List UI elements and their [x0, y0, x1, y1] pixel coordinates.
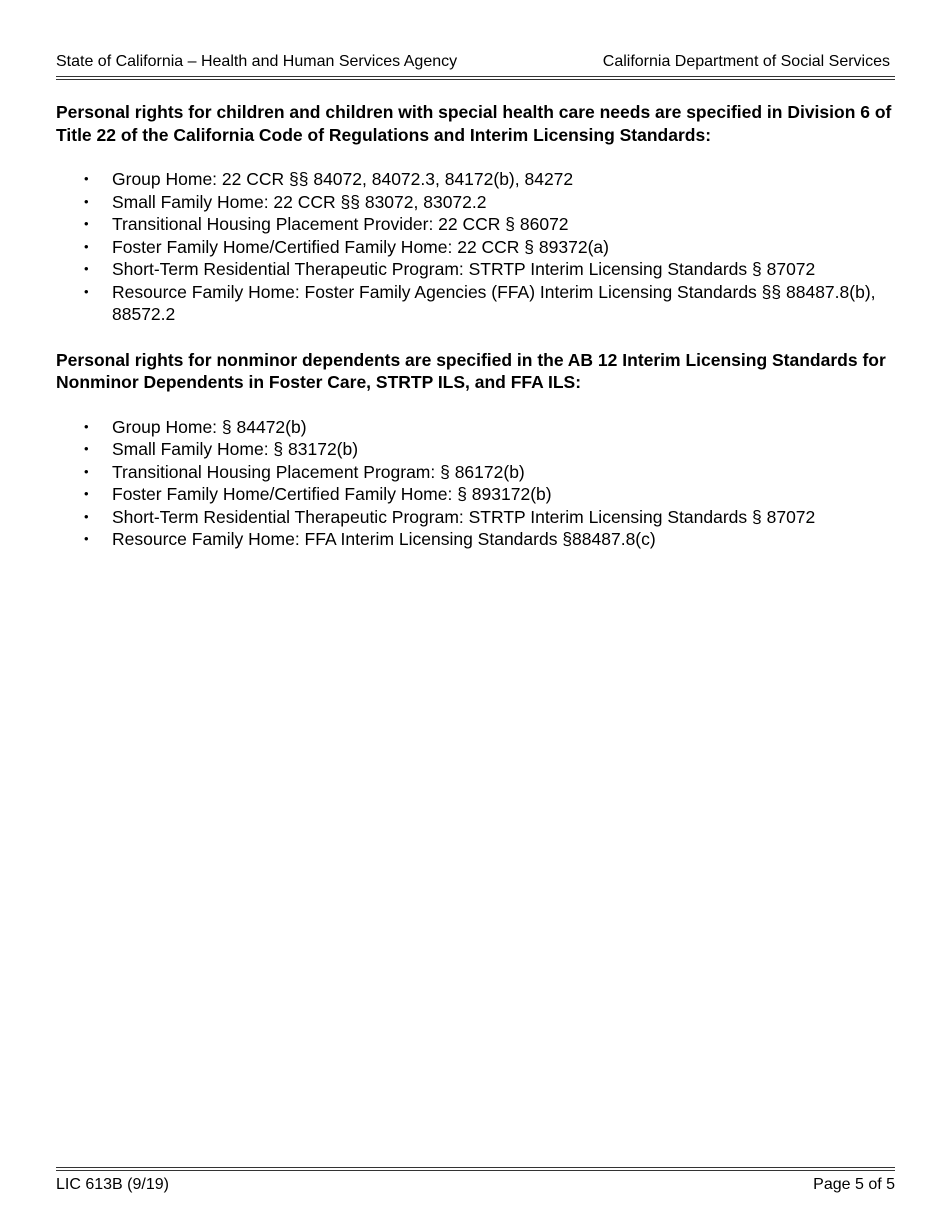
list-item: • Short-Term Residential Therapeutic Program: STRTP Interim Licensing Standards § 87072 [84, 506, 816, 527]
page-footer [56, 1175, 895, 1197]
bullet-icon: • [84, 283, 89, 299]
page-number: Page 5 of 5 [813, 1176, 895, 1193]
list-item: • Group Home: 22 CCR §§ 84072, 84072.3, 84172(b), 84272 [84, 169, 574, 189]
bullet-icon: • [84, 508, 89, 524]
footer-divider [56, 1167, 895, 1171]
list-item: • Short-Term Residential Therapeutic Program: STRTP Interim Licensing Standards § 87072 [84, 259, 816, 279]
document-body [56, 101, 894, 574]
agency-name: State of California – Health and Human Services Agency [56, 53, 458, 70]
list-item: • Foster Family Home/Certified Family Home: § 893172(b) [84, 484, 552, 504]
bullet-icon: • [84, 531, 89, 546]
bullet-icon: • [84, 216, 89, 231]
bullet-icon: • [84, 193, 89, 209]
bullet-icon: • [84, 261, 89, 276]
list-item: • Small Family Home: § 83172(b) [84, 439, 359, 459]
children-regulations-list [56, 168, 894, 326]
section-heading: Personal rights for children and children with special health care needs are specified in Division 6 of Title 22 of the California Code of Regulations and Interim Licensing Standards: [56, 102, 892, 145]
page-header [56, 52, 894, 74]
nonminor-regulations-list [56, 416, 894, 551]
form-id: LIC 613B (9/19) [56, 1176, 169, 1193]
header-divider [56, 76, 895, 80]
bullet-icon: • [84, 238, 89, 254]
department-name: California Department of Social Services [602, 53, 890, 70]
list-item: • Small Family Home: 22 CCR §§ 83072, 83072.2 [84, 191, 487, 212]
list-item: • Transitional Housing Placement Provider: 22 CCR § 86072 [84, 214, 569, 234]
section-heading: Personal rights for nonminor dependents are specified in the AB 12 Interim Licensing Standards for Nonminor Dependents in Foster Care, STRTP ILS, and FFA ILS: [56, 349, 886, 392]
bullet-icon: • [84, 441, 89, 456]
list-item: • Transitional Housing Placement Program: § 86172(b) [84, 461, 525, 482]
bullet-icon: • [84, 463, 89, 479]
nonminor-rights-section [56, 349, 894, 551]
list-item: • Resource Family Home: FFA Interim Licensing Standards §88487.8(c) [84, 529, 656, 549]
bullet-icon: • [84, 486, 89, 501]
list-item: • Foster Family Home/Certified Family Home: 22 CCR § 89372(a) [84, 236, 609, 257]
children-rights-section [56, 101, 894, 326]
bullet-icon: • [84, 171, 89, 186]
bullet-icon: • [84, 418, 89, 434]
list-item: • Resource Family Home: Foster Family Agencies (FFA) Interim Licensing Standards §§ 88487.8(b), 88572.2 [84, 281, 876, 324]
list-item: • Group Home: § 84472(b) [84, 416, 307, 437]
